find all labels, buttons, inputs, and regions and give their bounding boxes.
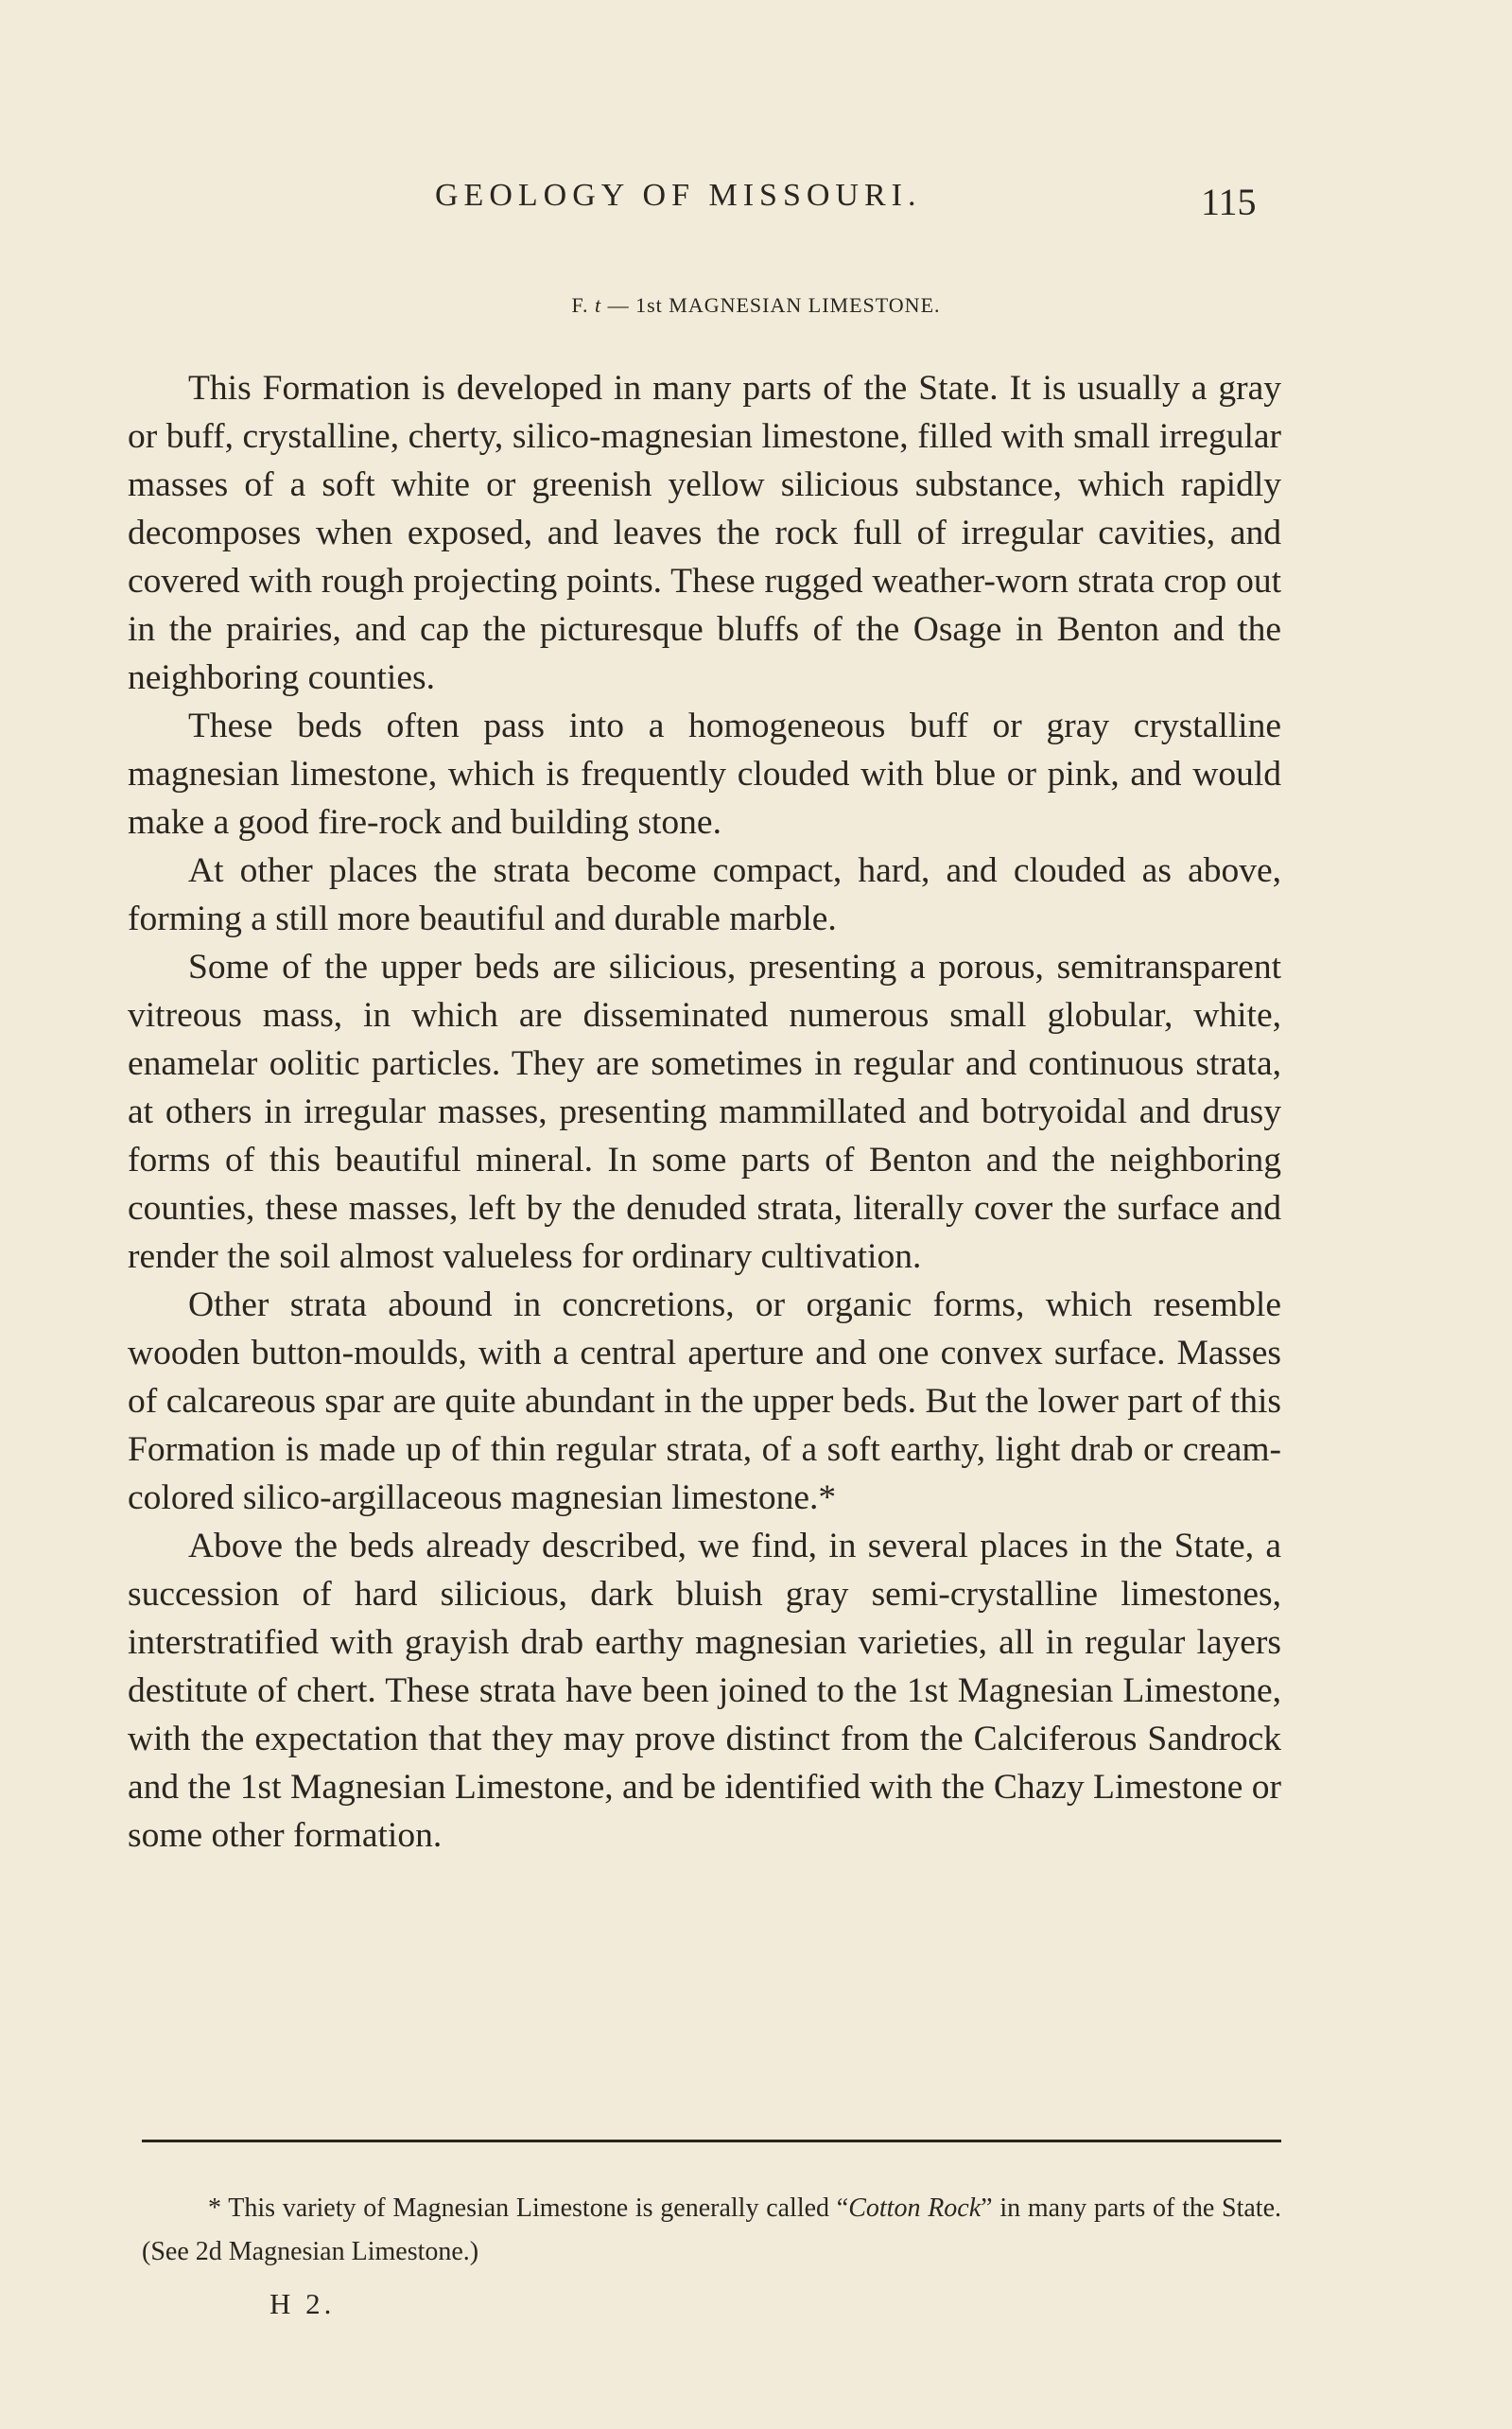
paragraph: At other places the strata become compact, hard, and clouded as above, forming a still more beautiful and durable marble.	[128, 851, 1281, 938]
running-title: GEOLOGY OF MISSOURI.	[435, 178, 922, 213]
section-label-symbol: t	[594, 293, 602, 317]
section-label-prefix: F.	[571, 293, 589, 317]
section-heading	[0, 293, 1512, 318]
paragraph: Other strata abound in concretions, or organic forms, which resemble wooden button-moulds, with a central aperture and one convex surface. Masses of calcareous spar are quite abundant in the upper beds. But the lower part of this Formation is made up of thin regular strata, of a soft earthy, light drab or cream-colored silico-argillaceous magnesian limestone.*	[128, 1285, 1281, 1517]
page-number: 115	[1201, 181, 1257, 223]
footnote-italic-term: Cotton Rock	[848, 2193, 982, 2223]
paragraph: Some of the upper beds are silicious, presenting a porous, semitransparent vitreous mass, in which are disseminated numerous small globular, white, enamelar oolitic particles. They are sometimes in regular and continuous strata, at others in irregular masses, presenting mammillated and botryoidal and drusy forms of this beautiful mineral. In some parts of Benton and the neighboring counties, these masses, left by the denuded strata, literally cover the surface and render the soil almost valueless for ordinary cultivation.	[128, 948, 1281, 1276]
signature-mark: H 2.	[269, 2287, 336, 2320]
body-text	[128, 364, 1281, 1860]
footnote	[142, 2187, 1281, 2274]
footnote-text-before: * This variety of Magnesian Limestone is generally called “	[208, 2193, 849, 2223]
section-label-title: — 1st MAGNESIAN LIMESTONE.	[607, 293, 941, 317]
paragraph: Above the beds already described, we find, in several places in the State, a succession of hard silicious, dark bluish gray semi-crystalline limestones, interstratified with grayish drab earthy magnesian varieties, all in regular layers destitute of chert. These strata have been joined to the 1st Magnesian Limestone, with the expectation that they may prove distinct from the Calciferous Sandrock and the 1st Magnesian Limestone, and be identified with the Chazy Limestone or some other formation.	[128, 1527, 1281, 1855]
footnote-divider	[142, 2140, 1281, 2142]
paragraph: This Formation is developed in many parts of the State. It is usually a gray or buff, crystalline, cherty, silico-magnesian limestone, filled with small irregular masses of a soft white or greenish yellow silicious substance, which rapidly decomposes when exposed, and leaves the rock full of irregular cavities, and covered with rough projecting points. These rugged weather-worn strata crop out in the prairies, and cap the picturesque bluffs of the Osage in Benton and the neighboring counties.	[128, 369, 1281, 697]
footnote-text-after: ” in many parts of the State. (See 2d Magnesian Limestone.)	[142, 2193, 1282, 2266]
paragraph: These beds often pass into a homogeneous buff or gray crystalline magnesian limestone, which is frequently clouded with blue or pink, and would make a good fire-rock and building stone.	[128, 707, 1281, 842]
